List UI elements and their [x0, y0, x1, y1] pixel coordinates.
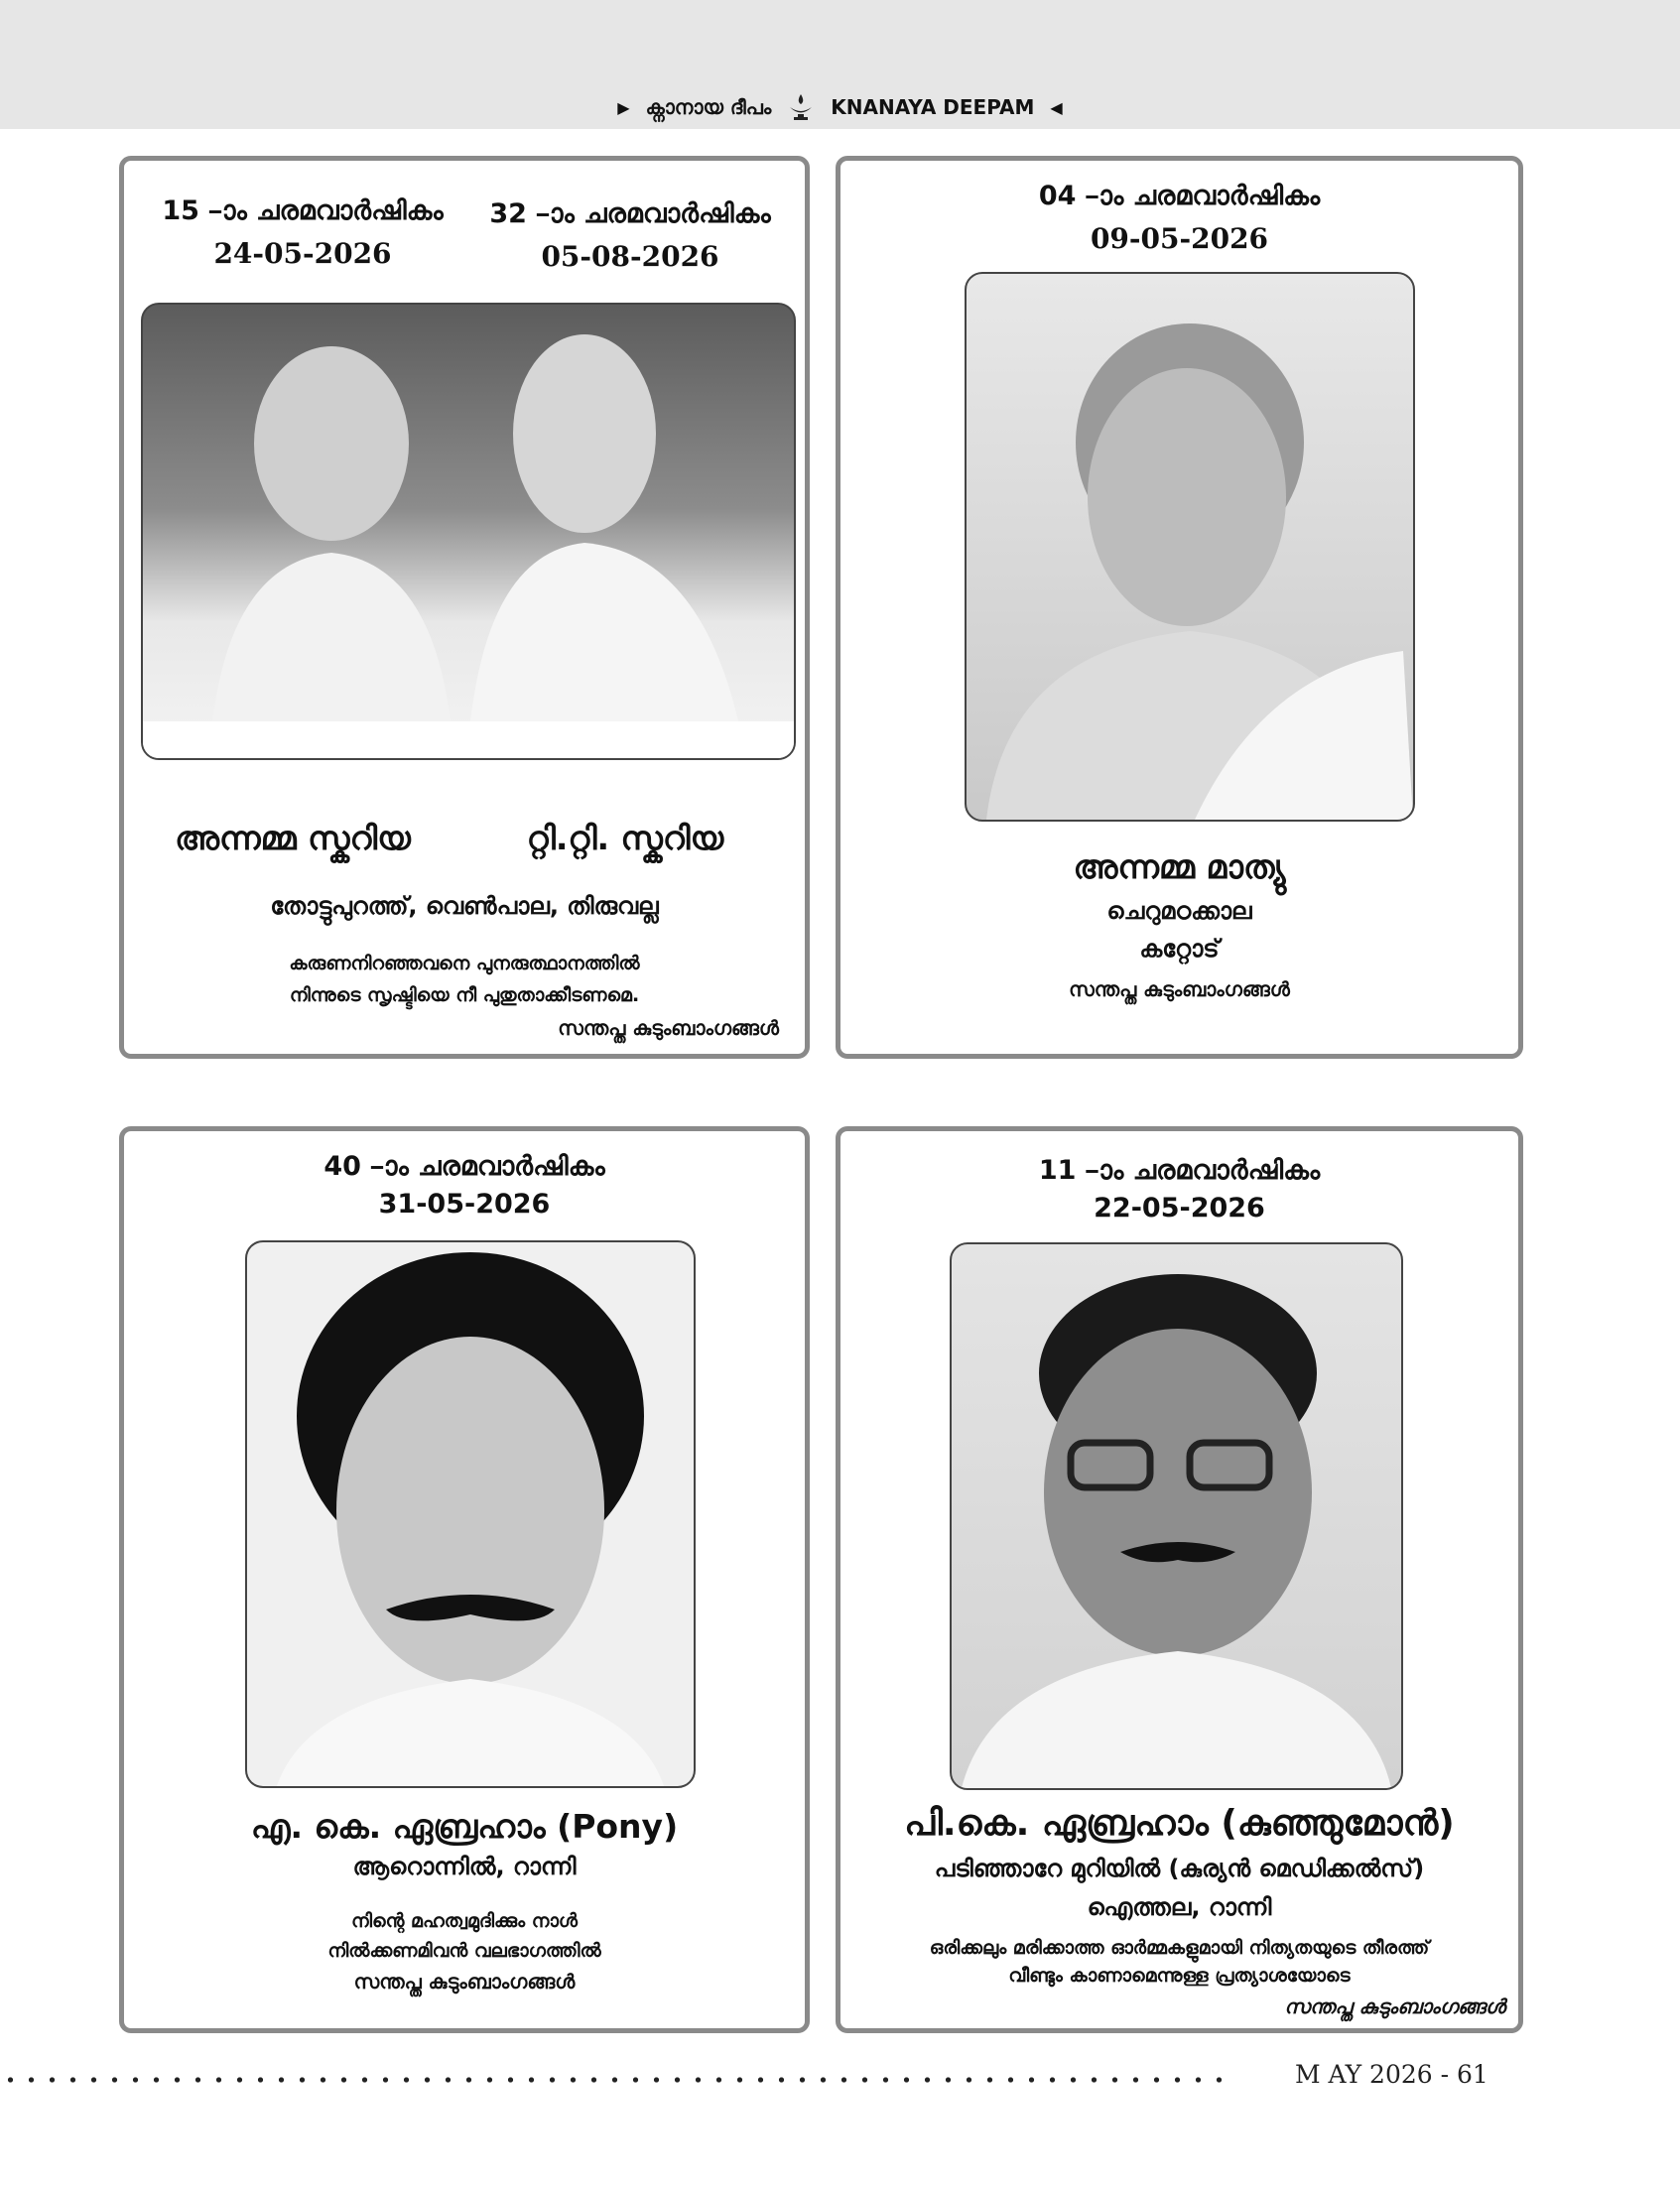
- obituary-card-couple: [119, 156, 810, 1059]
- obituary-card-annamma-mathew: [836, 156, 1523, 1059]
- left-triangle-icon: ◀: [1050, 97, 1063, 117]
- anniversary-label: 40 –ാം ചരമവാർഷികം: [323, 1151, 605, 1182]
- footer-dotted-rule: [0, 2074, 1235, 2086]
- date: 22-05-2026: [1094, 1193, 1265, 1223]
- portrait-photo-couple: [141, 303, 796, 760]
- anniversary-label-2: 32 –ാം ചരമവാർഷികം: [489, 198, 771, 229]
- date-1: 24-05-2026: [213, 237, 392, 270]
- anniversary-label: 11 –ാം ചരമവാർഷികം: [1038, 1155, 1321, 1186]
- verse-line-1: നിന്റെ മഹത്വമുദിക്കും നാൾ: [350, 1910, 579, 1932]
- magazine-header: [0, 87, 1680, 127]
- address: തോട്ടുപുറത്ത്, വെൺപാല, തിരുവല്ല: [270, 892, 659, 920]
- verse-line-1: ഒരിക്കലും മരിക്കാത്ത ഓർമ്മകളുമായി നിത്യതയുടെ തീരത്ത്: [929, 1937, 1430, 1959]
- place-name: കറ്റോട്: [1139, 935, 1220, 963]
- verse-line-2: നിന്നുടെ സൃഷ്ടിയെ നീ പുതുതാക്കീടണമെ.: [289, 984, 640, 1006]
- date: 09-05-2026: [1090, 222, 1269, 255]
- portrait-photo: [965, 272, 1415, 822]
- obituary-card-ak-abraham: [119, 1126, 810, 2033]
- family-signoff: സന്തപ്ത കുടുംബാംഗങ്ങൾ: [1284, 1995, 1505, 2018]
- verse-line-2: നിൽക്കണമിവൻ വലഭാഗത്തിൽ: [327, 1940, 601, 1962]
- person-name: പി.കെ. ഏബ്രഹാം (കുഞ്ഞുമോൻ): [904, 1803, 1455, 1844]
- portrait-photo: [950, 1242, 1403, 1790]
- page-footer: M AY 2026 - 61: [1295, 2060, 1488, 2089]
- family-signoff: സന്തപ്ത കുടുംബാംഗങ്ങൾ: [353, 1970, 576, 1994]
- date: 31-05-2026: [378, 1189, 551, 1220]
- header-malayalam-title: ക്നാനായ ദീപം: [645, 95, 772, 119]
- family-signoff: സന്തപ്ത കുടുംബാംഗങ്ങൾ: [1069, 977, 1290, 1001]
- anniversary-label: 04 –ാം ചരമവാർഷികം: [1038, 181, 1321, 211]
- portrait-photo: [245, 1240, 696, 1788]
- house-name: ചെറുമഠക്കാല: [1106, 897, 1252, 925]
- person-name: എ. കെ. ഏബ്രഹാം (Pony): [250, 1807, 679, 1846]
- house-name: പടിഞ്ഞാറേ മുറിയിൽ (കുര്യൻ മെഡിക്കൽസ്): [934, 1855, 1425, 1882]
- header-english-title: KNANAYA DEEPAM: [831, 95, 1035, 119]
- place-name: ഐത്തല, റാന്നി: [1087, 1893, 1272, 1921]
- anniversary-label-1: 15 –ാം ചരമവാർഷികം: [162, 195, 444, 226]
- family-signoff: സന്തപ്ത കുടുംബാംഗങ്ങൾ: [558, 1016, 779, 1040]
- address: ആറൊന്നിൽ, റാന്നി: [352, 1853, 577, 1880]
- date-2: 05-08-2026: [541, 240, 719, 273]
- right-triangle-icon: ▶: [617, 97, 630, 117]
- person-name-1: അന്നമ്മ സ്കറിയ: [175, 819, 411, 857]
- verse-line-1: കരുണനിറഞ്ഞവനെ പുനരുത്ഥാനത്തിൽ: [289, 953, 640, 974]
- verse-line-2: വീണ്ടും കാണാമെന്നുള്ള പ്രത്യാശയോടെ: [1008, 1965, 1351, 1987]
- person-name-2: റ്റി.റ്റി. സ്കറിയ: [526, 819, 724, 857]
- oil-lamp-icon: [787, 92, 815, 122]
- person-name: അന്നമ്മ മാത്യു: [1073, 847, 1286, 886]
- obituary-card-pk-abraham: [836, 1126, 1523, 2033]
